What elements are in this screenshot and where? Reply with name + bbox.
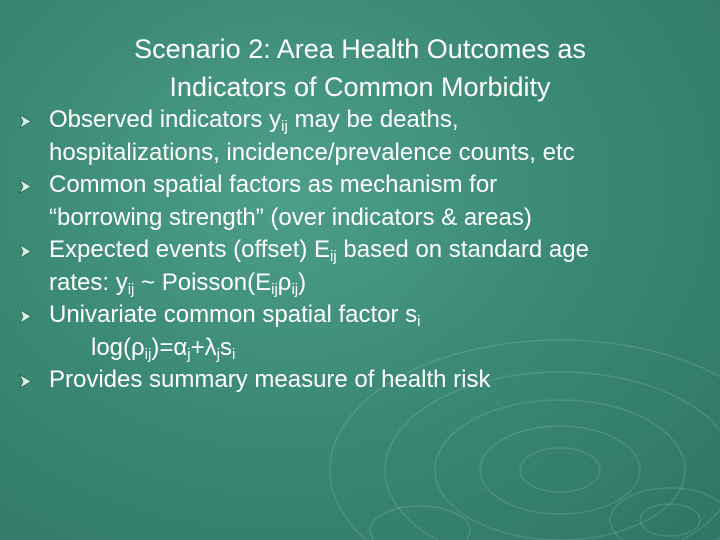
bullet-list bbox=[0, 104, 720, 397]
bullet-observed-indicators: Observed indicators $y_{ij}$ may be deaths, hospitalizations, incidence/prevalence counts, etc bbox=[0, 104, 720, 169]
title-line-2: Indicators of Common Morbidity bbox=[169, 72, 551, 102]
slide-title bbox=[60, 30, 660, 106]
bullet-expected-events: Expected events (offset) $E_{ij}$ based on standard age rates: $y_{ij}$ ~ $Poisson(E_{ij}\rho_{ij})$ bbox=[0, 234, 720, 299]
bullet-common-spatial-factors: Common spatial factors as mechanism for “borrowing strength” (over indicators & areas) bbox=[0, 169, 720, 234]
arrow-bullet-icon bbox=[19, 375, 32, 388]
title-line-1: Scenario 2: Area Health Outcomes as bbox=[134, 34, 586, 64]
arrow-bullet-icon bbox=[19, 115, 32, 128]
arrow-bullet-icon bbox=[19, 180, 32, 193]
arrow-bullet-icon bbox=[19, 310, 32, 323]
model-formula: $\log(\rho_{ij})=\alpha_j+\lambda_js_i$ bbox=[91, 333, 236, 363]
arrow-bullet-icon bbox=[19, 245, 32, 258]
bullet-univariate-factor: Univariate common spatial factor $s_i$ bbox=[0, 299, 720, 332]
bullet-summary-measure: Provides summary measure of health risk bbox=[0, 364, 720, 397]
